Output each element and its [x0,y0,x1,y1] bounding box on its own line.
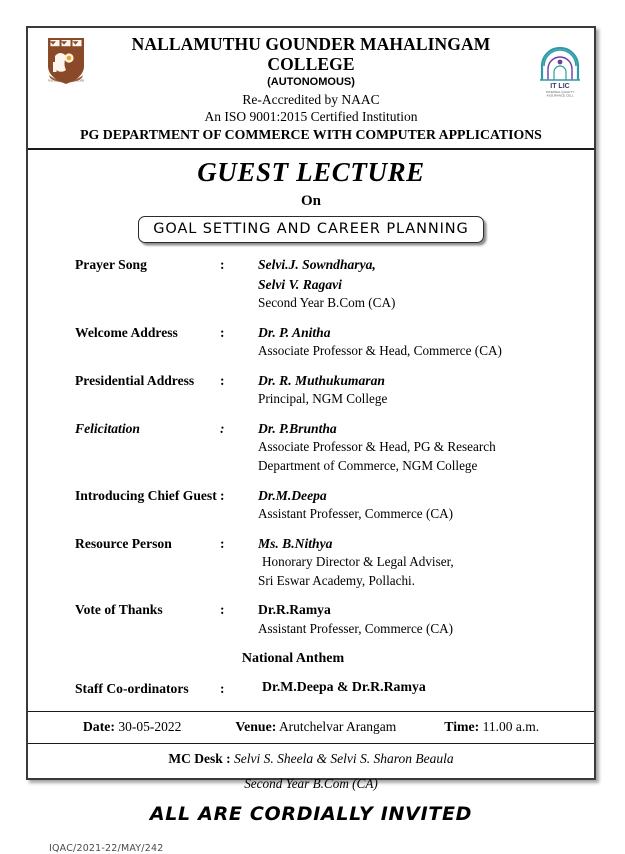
accreditation-line: Re-Accredited by NAAC [242,91,380,107]
staff-coordinators-row [40,679,582,698]
programme-row [40,534,582,591]
programme-label: Presidential Address [75,372,195,388]
programme-colon: : [220,324,225,340]
autonomous-label: (AUTONOMOUS) [267,76,355,89]
programme-colon: : [220,257,225,273]
department-name: PG DEPARTMENT OF COMMERCE WITH COMPUTER APPLICATIONS [80,127,542,143]
programme-row [40,371,582,409]
college-crest-icon [42,34,90,90]
programme-colon: : [220,487,225,503]
programme-person-name: Dr.R.Ramya [258,602,331,618]
programme-value [258,534,582,591]
programme-colon: : [220,372,225,388]
mc-desk-names: Selvi S. Sheela & Selvi S. Sharon Beaula [234,750,454,766]
programme-value [258,419,582,476]
programme-value [258,371,582,409]
programme-person-name: Dr. P. Anitha [258,324,331,340]
svg-text:ASSURANCE CELL: ASSURANCE CELL [546,93,574,98]
programme-value [258,323,582,361]
mc-desk-class: Second Year B.Com (CA) [244,775,378,791]
programme-row [40,419,582,476]
programme-person-name: Dr. P.Bruntha [258,420,337,436]
programme-colon: : [220,420,225,436]
college-name: NALLAMUTHU GOUNDER MAHALINGAM COLLEGE [131,34,491,75]
iqac-arch-logo-icon [534,36,586,98]
reference-number: IQAC/2021-22/MAY/242 [49,842,164,854]
programme-designation: Department of Commerce, NGM College [258,457,478,473]
programme-label: Introducing Chief Guest [75,487,217,503]
programme-label: Resource Person [75,535,172,551]
event-date [83,719,182,735]
programme-list [28,255,594,698]
programme-designation: Principal, NGM College [258,391,388,407]
date-key: Date: [82,718,116,734]
programme-person-name: Ms. B.Nithya [258,535,333,551]
programme-value [258,486,582,524]
svg-text:IT LIC: IT LIC [550,83,570,90]
programme-label: Felicitation [75,420,140,436]
date-value: 30-05-2022 [118,718,182,734]
event-details-strip [28,712,594,743]
programme-person-name: Selvi.J. Sowndharya, [258,257,376,273]
programme-value [258,255,582,312]
programme-designation: Honorary Director & Legal Adviser, [262,553,454,569]
certification-line: An ISO 9001:2015 Certified Institution [204,108,418,124]
programme-person-name: Selvi V. Ragavi [258,276,342,292]
title-block [28,150,594,243]
programme-row [40,323,582,361]
programme-designation: Assistant Professer, Commerce (CA) [258,620,454,636]
programme-colon: : [220,535,225,551]
staff-coordinators-label: Staff Co-ordinators [75,681,189,697]
svg-text:INTERNAL QUALITY: INTERNAL QUALITY [545,90,575,94]
time-value: 11.00 a.m. [482,718,540,734]
invitation-line: ALL ARE CORDIALLY INVITED [149,802,473,825]
programme-label: Welcome Address [75,324,178,340]
venue-key: Venue: [235,718,277,734]
mc-desk-label: MC Desk : [168,750,231,766]
closing-block [28,744,594,825]
svg-text:NALLAMUTHU GOUNDER: NALLAMUTHU GOUNDER [47,78,85,83]
time-key: Time: [444,718,480,734]
event-venue [235,719,396,735]
programme-label: Vote of Thanks [75,602,163,618]
event-title: GUEST LECTURE [197,157,425,188]
staff-coordinators-colon: : [220,681,225,697]
programme-row [40,486,582,524]
programme-designation: Assistant Professer, Commerce (CA) [258,505,454,521]
title-connector: On [300,193,321,210]
programme-designation: Associate Professor & Head, Commerce (CA) [258,343,502,359]
national-anthem-label: National Anthem [241,651,345,667]
programme-designation: Sri Eswar Academy, Pollachi. [258,572,415,588]
mc-desk-line [28,752,594,767]
programme-row [40,255,582,312]
venue-value: Arutchelvar Arangam [278,718,397,734]
programme-label: Prayer Song [75,257,147,273]
letterhead [28,28,594,145]
programme-person-name: Dr. R. Muthukumaran [258,372,385,388]
programme-designation: Second Year B.Com (CA) [258,295,396,310]
programme-designation: Associate Professor & Head, PG & Research [258,439,496,455]
staff-coordinators-value: Dr.M.Deepa & Dr.R.Ramya [262,679,426,695]
programme-colon: : [220,602,225,618]
event-time [444,719,539,735]
programme-person-name: Dr.M.Deepa [258,487,327,503]
programme-row [40,600,582,638]
lecture-topic-box: GOAL SETTING AND CAREER PLANNING [138,216,483,243]
flyer-page [26,26,596,854]
programme-value [258,600,582,638]
